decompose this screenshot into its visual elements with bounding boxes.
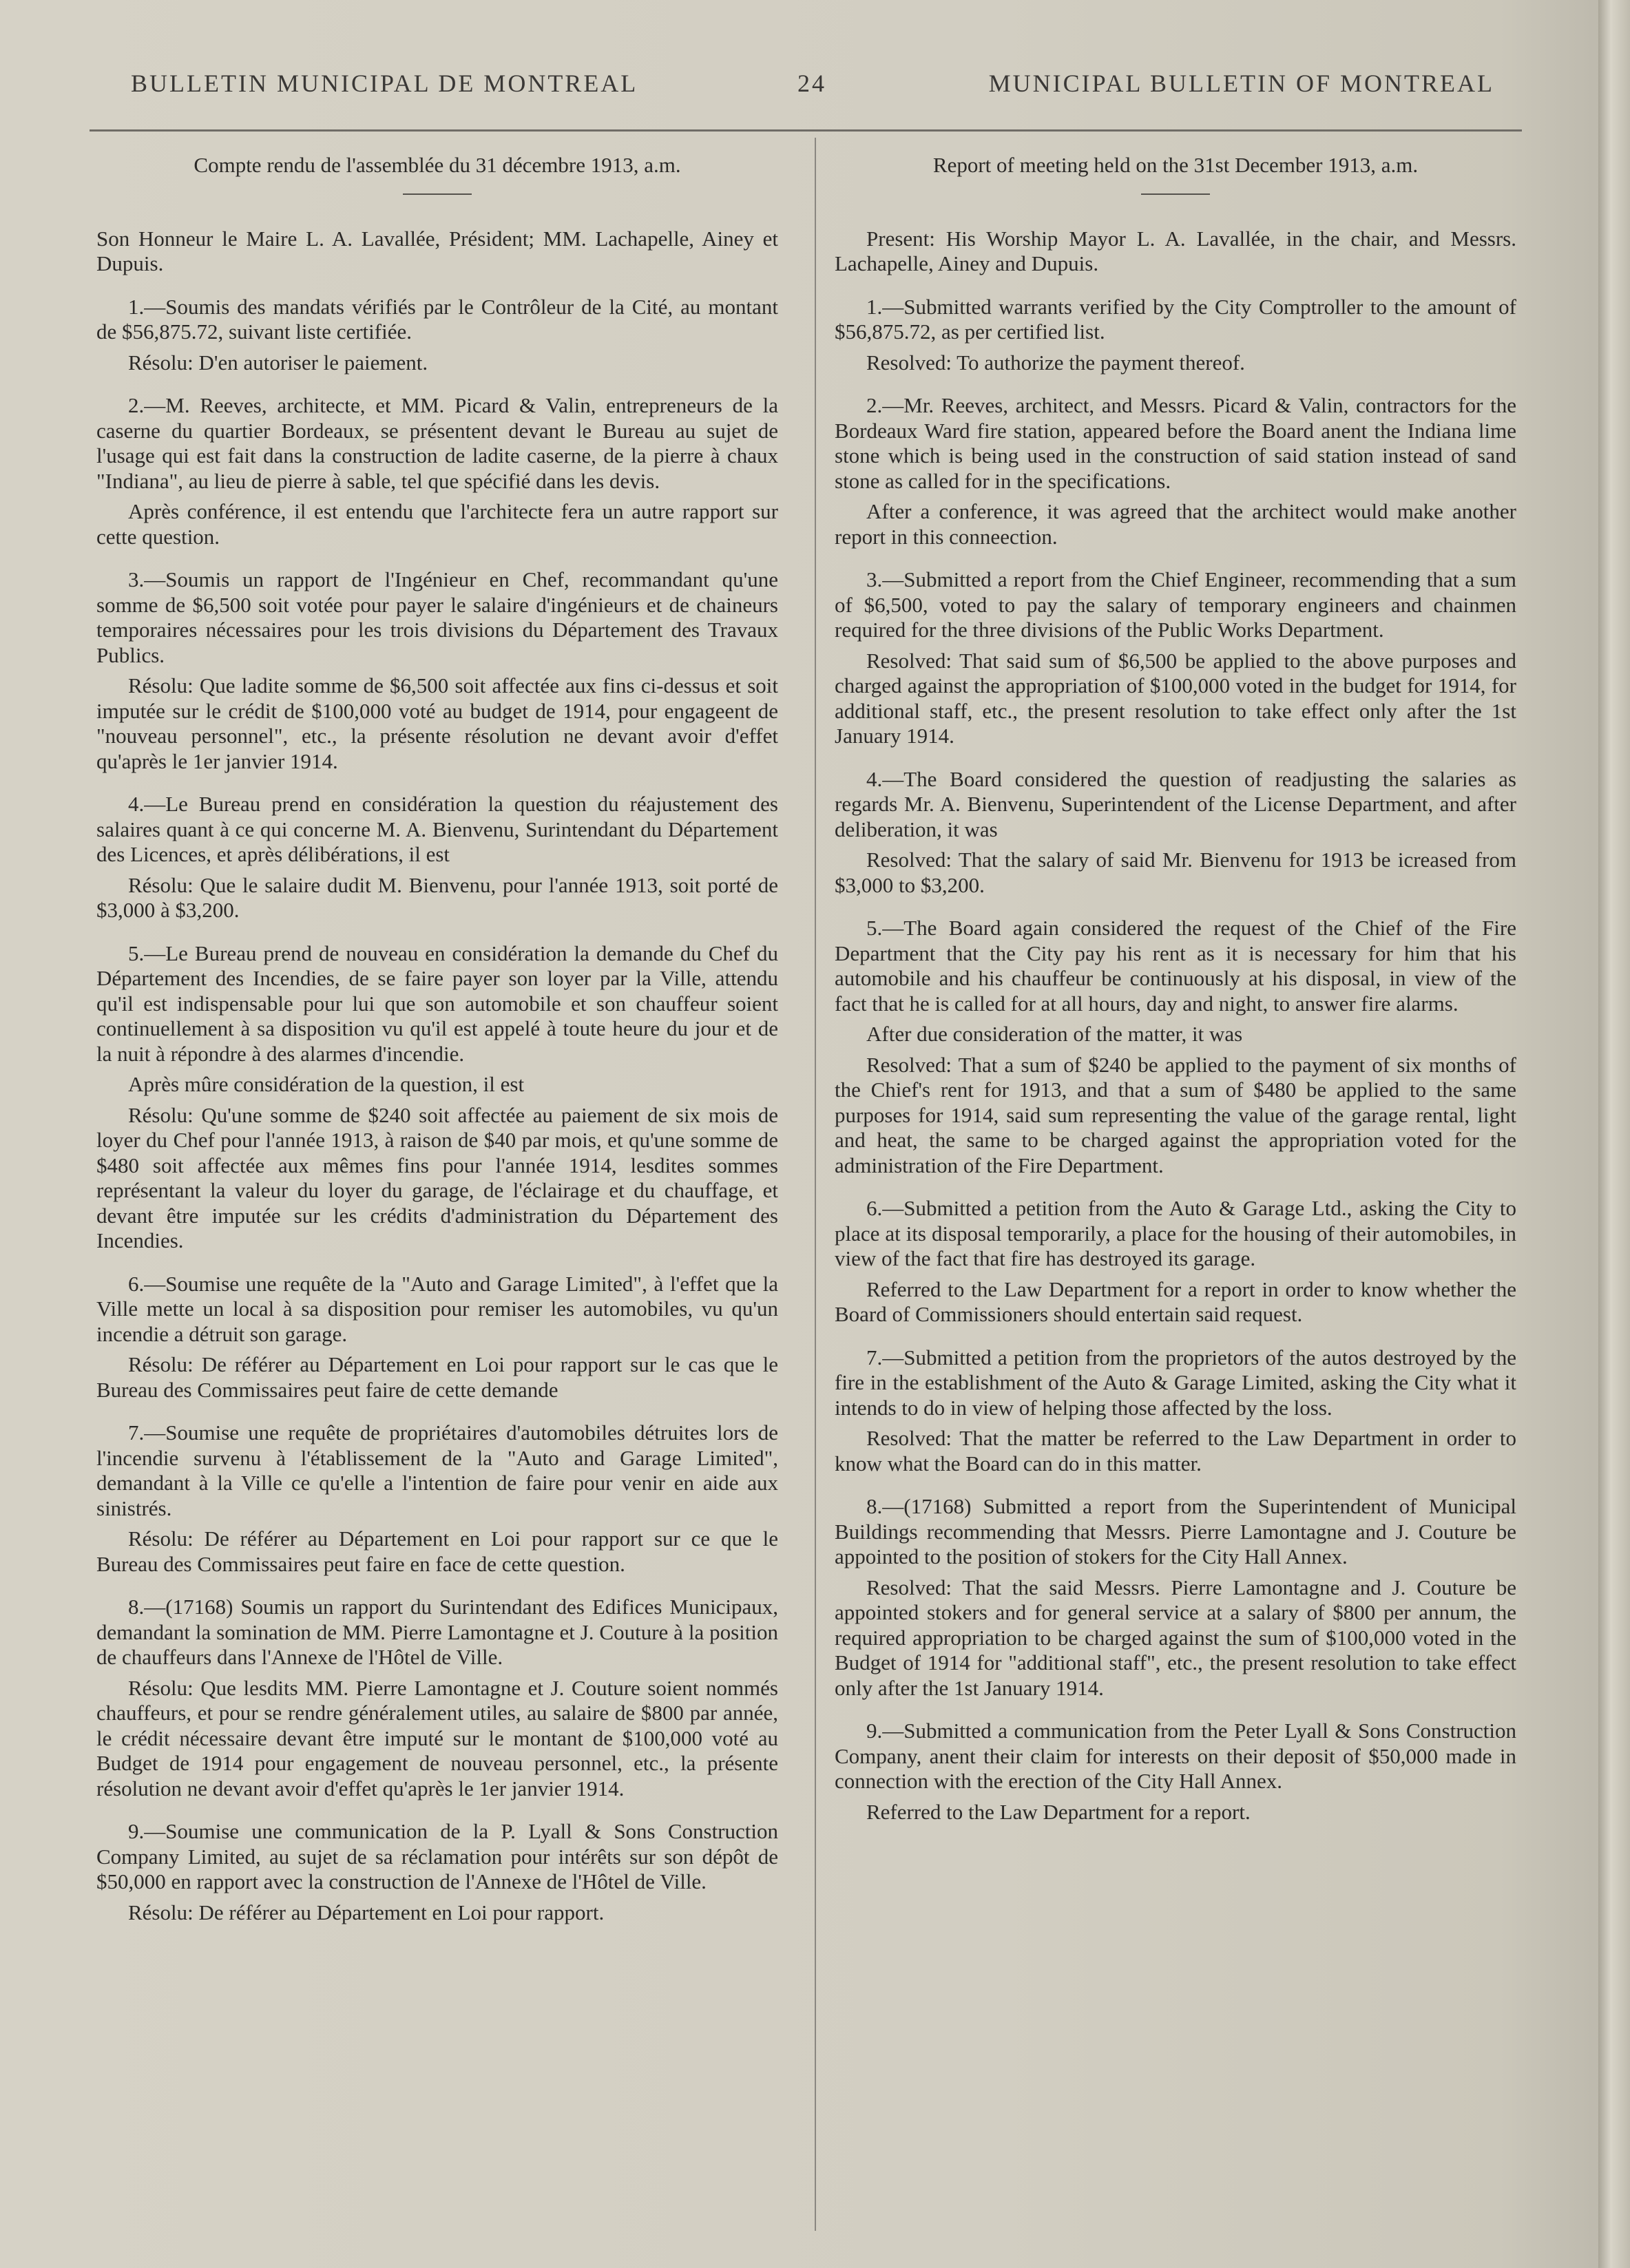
english-title: Report of meeting held on the 31st December 1913, a.m. [932,153,1419,177]
english-column [835,153,1516,1842]
french-title: Compte rendu de l'assemblée du 31 décembre 1913, a.m. [194,153,681,177]
english-paragraph: Resolved: That the said Messrs. Pierre Lamontagne and J. Couture be appointed stokers and for general service at a salary of $800 per annum, the required appropriation to be charged against the sum of $100,000 voted in the Budget of 1914 for "additional staff", etc., the present resolution to take effect only after the 1st January 1914. [835,1575,1516,1700]
english-separator [1141,193,1210,195]
english-paragraph: After a conference, it was agreed that the architect would make another report in this conneection. [835,499,1516,549]
english-paragraph: 5.—The Board again considered the request of the Chief of the Fire Department that the City pay his rent as it is necessary for him that his automobile and his chauffeur be continuously at his disposal, in view of the fact that he is called for at all hours, day and night, to answer fire alarms. [835,916,1516,1016]
french-column [96,153,778,1943]
header-right-title: MUNICIPAL BULLETIN OF MONTREAL [988,70,1494,97]
french-paragraph: 6.—Soumise une requête de la "Auto and Garage Limited", à l'effet que la Ville mette un local à sa disposition pour remiser les automobiles, vu qu'un incendie a détruit son garage. [96,1271,778,1346]
english-paragraph: Resolved: That the matter be referred to the Law Department in order to know what the Board can do in this matter. [835,1426,1516,1476]
french-paragraph: Résolu: Que lesdits MM. Pierre Lamontagne et J. Couture soient nommés chauffeurs, et pour se rendre généralement utiles, au salaire de $800 par année, le crédit nécessaire devant être imputé sur le montant de $100,000 voté au Budget de 1914 pour engagement de nouveau personnel, etc., la présente résolution ne devant avoir d'effet qu'après le 1er janvier 1914. [96,1675,778,1800]
french-paragraph: 2.—M. Reeves, architecte, et MM. Picard & Valin, entrepreneurs de la caserne du quartier Bordeaux, se présentent devant le Bureau au sujet de l'usage qui est fait dans la construction de ladite caserne, de la pierre à chaux "Indiana", au lieu de pierre à sable, tel que spécifié dans les devis. [96,393,778,493]
english-paragraph: 9.—Submitted a communication from the Peter Lyall & Sons Construction Company, anent their claim for interests on their deposit of $50,000 made in connection with the erection of the City Hall Annex. [835,1719,1516,1793]
french-paragraph: Résolu: De référer au Département en Loi pour rapport. [128,1900,605,1924]
english-paragraph: 6.—Submitted a petition from the Auto & Garage Ltd., asking the City to place at its disposal temporarily, a place for the housing of their automobiles, in view of the fact that fire has destroyed its garage. [835,1196,1516,1270]
french-paragraph: Résolu: De référer au Département en Loi pour rapport sur le cas que le Bureau des Commissaires peut faire de cette demande [96,1352,778,1402]
column-divider [815,138,816,2231]
french-separator [403,193,472,195]
header-left-title: BULLETIN MUNICIPAL DE MONTREAL [131,70,638,97]
english-paragraph: 3.—Submitted a report from the Chief Engineer, recommending that a sum of $6,500, voted to pay the salary of temporary engineers and chainmen required for the three divisions of the Public Works Department. [835,567,1516,642]
english-present: Present: His Worship Mayor L. A. Lavallée, in the chair, and Messrs. Lachapelle, Ainey and Dupuis. [835,226,1516,275]
english-paragraph: Resolved: To authorize the payment thereof. [866,350,1245,375]
french-paragraph: 1.—Soumis des mandats vérifiés par le Contrôleur de la Cité, au montant de $56,875.72, suivant liste certifiée. [96,294,778,344]
french-paragraph: Résolu: Que le salaire dudit M. Bienvenu, pour l'année 1913, soit porté de $3,000 à $3,200. [96,872,778,922]
binding-edge [1598,0,1630,2268]
french-paragraph: Après mûre considération de la question, il est [128,1072,525,1096]
french-paragraph: 3.—Soumis un rapport de l'Ingénieur en Chef, recommandant qu'une somme de $6,500 soit votée pour payer le salaire d'ingénieurs et de chaineurs temporaires nécessaires pour les trois divisions du Département des Travaux Publics. [96,567,778,667]
english-paragraph: 8.—(17168) Submitted a report from the Superintendent of Municipal Buildings recommending that Messrs. Pierre Lamontagne and J. Couture be appointed to the position of stokers for the City Hall Annex. [835,1494,1516,1568]
french-paragraph: Résolu: De référer au Département en Loi pour rapport sur ce que le Bureau des Commissaires peut faire en face de cette question. [96,1526,778,1576]
english-paragraph: 2.—Mr. Reeves, architect, and Messrs. Picard & Valin, contractors for the Bordeaux Ward fire station, appeared before the Board anent the Indiana lime stone which is being used in the construction of said station instead of sand stone as called for in the specifications. [835,393,1516,493]
english-paragraph: 1.—Submitted warrants verified by the City Comptroller to the amount of $56,875.72, as per certified list. [835,294,1516,344]
english-paragraph: After due consideration of the matter, it was [866,1022,1243,1046]
french-paragraph: 8.—(17168) Soumis un rapport du Surintendant des Edifices Municipaux, demandant la somination de MM. Pierre Lamontagne et J. Couture à la position de chauffeurs dans l'Annexe de l'Hôtel de Ville. [96,1595,778,1669]
header-rule [90,129,1522,132]
english-paragraph: 7.—Submitted a petition from the proprietors of the autos destroyed by the fire in the establishment of the Auto & Garage Limited, asking the City what it intends to do in view of helping those affected by the loss. [835,1345,1516,1420]
french-paragraph: Résolu: Que ladite somme de $6,500 soit affectée aux fins ci-dessus et soit imputée sur le crédit de $100,000 voté au budget de 1914, pour engageent de "nouveau personnel", etc., la présente résolution ne devant avoir d'effet qu'après le 1er janvier 1914. [96,673,778,773]
french-paragraph: Après conférence, il est entendu que l'architecte fera un autre rapport sur cette question. [96,499,778,549]
page-number: 24 [797,70,826,97]
english-paragraph: Resolved: That a sum of $240 be applied to the payment of six months of the Chief's rent for 1913, and that a sum of $480 be applied to the same purposes for 1914, said sum representing the value of the garage rental, light and heat, the same to be charged against the appropriation voted for the administration of the Fire Department. [835,1052,1516,1177]
english-paragraph: Referred to the Law Department for a report. [866,1799,1251,1824]
french-paragraph: Résolu: Qu'une somme de $240 soit affectée au paiement de six mois de loyer du Chef pour l'année 1913, à raison de $40 par mois, et qu'une somme de $480 soit affectée aux mêmes fins pour l'année 1914, lesdites sommes représentant la valeur du loyer du garage, de l'éclairage et du chauffage, et devant être imputée sur les crédits d'administration du Département des Incendies. [96,1102,778,1252]
french-paragraph: 5.—Le Bureau prend de nouveau en considération la demande du Chef du Département des Incendies, de se faire payer son loyer par la Ville, attendu qu'il est indispensable pour lui que son automobile et son chauffeur soient continuellement à sa disposition vu qu'il est appelé à toute heure du jour et de la nuit à répondre à des alarmes d'incendie. [96,941,778,1066]
english-paragraph: Resolved: That the salary of said Mr. Bienvenu for 1913 be icreased from $3,000 to $3,200. [835,848,1516,897]
french-present: Son Honneur le Maire L. A. Lavallée, Président; MM. Lachapelle, Ainey et Dupuis. [96,226,778,275]
french-paragraph: Résolu: D'en autoriser le paiement. [128,350,428,375]
french-paragraph: 4.—Le Bureau prend en considération la question du réajustement des salaires quant à ce qui concerne M. A. Bienvenu, Surintendant du Département des Licences, et après délibérations, il est [96,792,778,866]
page-header [131,69,1494,110]
french-paragraph: 7.—Soumise une requête de propriétaires d'automobiles détruites lors de l'incendie survenu à l'établissement de la "Auto and Garage Limited", demandant à la Ville ce qu'elle a l'intention de faire pour venir en aide aux sinistrés. [96,1420,778,1520]
french-paragraph: 9.—Soumise une communication de la P. Lyall & Sons Construction Company Limited, au sujet de sa réclamation pour intérêts sur son dépôt de $50,000 en rapport avec la construction de l'Annexe de l'Hôtel de Ville. [96,1819,778,1893]
english-paragraph: Referred to the Law Department for a report in order to know whether the Board of Commissioners should entertain said request. [835,1277,1516,1326]
english-paragraph: Resolved: That said sum of $6,500 be applied to the above purposes and charged against the appropriation of $100,000 voted in the budget for 1914, for additional staff, etc., the present resolution to take effect only after the 1st January 1914. [835,648,1516,748]
english-paragraph: 4.—The Board considered the question of readjusting the salaries as regards Mr. A. Bienvenu, Superintendent of the License Department, and after deliberation, it was [835,766,1516,841]
